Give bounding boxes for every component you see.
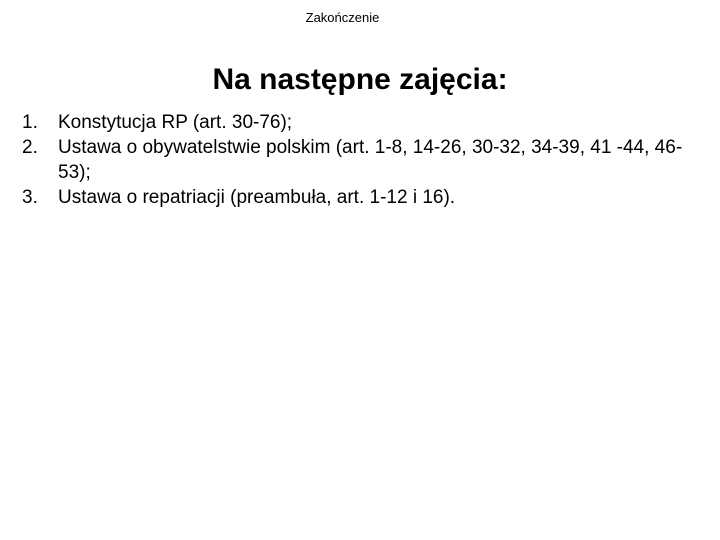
- list-item: [22, 110, 712, 135]
- homework-list: [22, 110, 712, 210]
- list-item-text: Ustawa o obywatelstwie polskim (art. 1-8, 14-26, 30-32, 34-39, 41 -44, 46-53);: [58, 137, 683, 183]
- list-item-number: 3.: [22, 187, 38, 208]
- list-item: [22, 135, 712, 185]
- list-item-number: 1.: [22, 112, 38, 133]
- list-item-number: 2.: [22, 137, 38, 158]
- list-item-text: Ustawa o repatriacji (preambuła, art. 1-12 i 16).: [58, 187, 456, 208]
- section-label: Zakończenie: [305, 10, 380, 25]
- slide-title: Na następne zajęcia:: [212, 63, 508, 96]
- list-item-text: Konstytucja RP (art. 30-76);: [58, 112, 293, 133]
- list-item: [22, 185, 712, 210]
